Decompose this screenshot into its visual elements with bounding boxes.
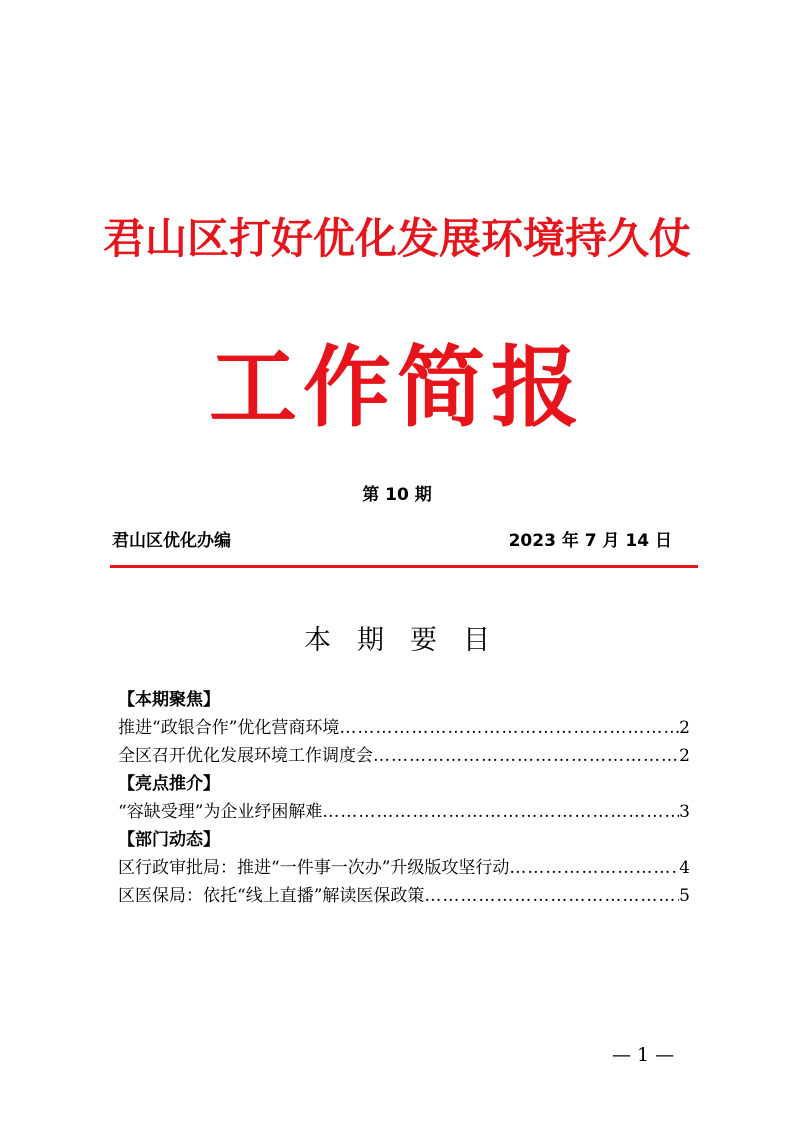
toc-entry-page: 3 — [679, 802, 690, 822]
toc-entry-title: 全区召开优化发展环境工作调度会 — [118, 746, 373, 766]
report-main-title: 工作简报 — [208, 336, 585, 439]
toc-section-highlights: 【亮点推介】 — [118, 774, 220, 794]
toc-entry[interactable] — [118, 742, 690, 770]
toc-entry-page: 2 — [679, 746, 690, 766]
toc-entry-page: 2 — [679, 718, 690, 738]
page-number: — 1 — — [612, 1044, 675, 1066]
toc-entry-title: 区医保局：依托“线上直播”解读医保政策 — [118, 886, 425, 906]
toc-leader-dots — [322, 798, 679, 826]
toc-entry-title: 推进“政银合作”优化营商环境 — [118, 718, 340, 738]
toc-leader-dots — [509, 854, 679, 882]
toc-entry[interactable] — [118, 714, 690, 742]
toc-entry[interactable] — [118, 798, 690, 826]
toc-entry[interactable] — [118, 854, 690, 882]
report-series-title: 君山区打好优化发展环境持久仗 — [102, 214, 691, 263]
editor-line: 君山区优化办编 — [112, 531, 231, 551]
toc-entry-title: “容缺受理”为企业纾困解难 — [118, 802, 323, 822]
red-divider — [110, 565, 698, 568]
toc-heading: 本期要目 — [304, 625, 516, 656]
toc-entry-title: 区行政审批局：推进“一件事一次办”升级版攻坚行动 — [118, 858, 510, 878]
issue-number: 第 10 期 — [362, 485, 432, 505]
toc-leader-dots — [339, 714, 679, 742]
toc-entry-page: 5 — [679, 886, 690, 906]
publish-date: 2023 年 7 月 14 日 — [508, 531, 672, 551]
table-of-contents — [118, 686, 690, 910]
toc-entry[interactable] — [118, 882, 690, 910]
toc-section-departments: 【部门动态】 — [118, 830, 220, 850]
toc-entry-page: 4 — [679, 858, 690, 878]
toc-section-focus: 【本期聚焦】 — [118, 690, 220, 710]
toc-leader-dots — [373, 742, 679, 770]
toc-leader-dots — [424, 882, 679, 910]
